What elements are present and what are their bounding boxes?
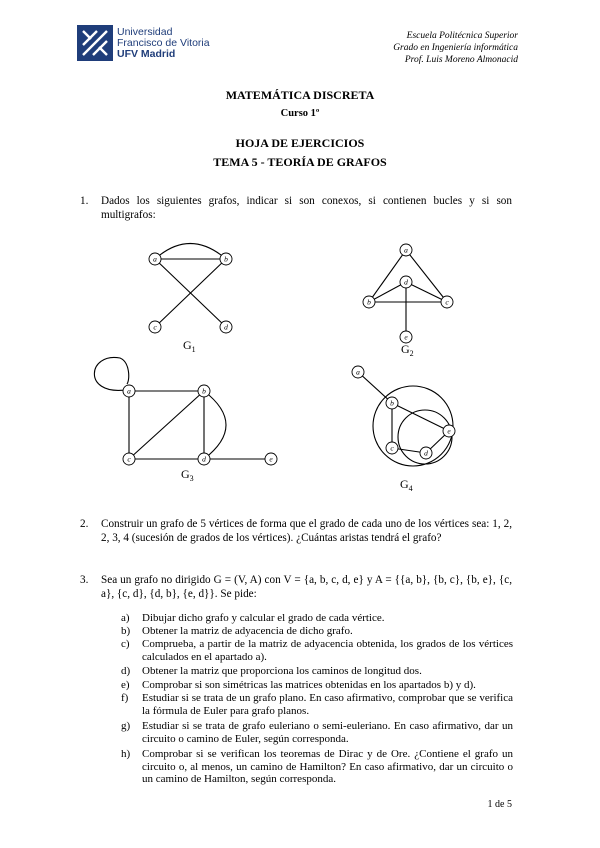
g4-vertex-c	[386, 442, 398, 454]
svg-text:b: b	[367, 297, 371, 307]
sub-item-f	[121, 692, 513, 717]
g2-vertex-b	[363, 296, 375, 308]
course-title: Curso 1º	[280, 108, 320, 119]
g1-vertex-d	[220, 321, 232, 333]
university-name	[117, 27, 210, 60]
exercise-number: 1.	[80, 195, 89, 207]
graph-g3	[94, 357, 271, 459]
sub-item-label: b)	[121, 625, 131, 637]
graph-g1	[155, 244, 226, 328]
sub-item-text: Comprobar si se verifican los teoremas de Dirac y de Ore. ¿Contiene el grafo un circuito o, al menos, un camino de Hamilton? En caso afirmativo, dar un circuito o un camino de Hamilton, según corresponda.	[142, 748, 513, 786]
g1-vertex-c	[149, 321, 161, 333]
g1-label: $G_1$	[183, 338, 196, 354]
university-line: UFV Madrid	[117, 48, 176, 60]
sub-item-d	[121, 665, 513, 678]
sub-item-label: d)	[121, 665, 131, 677]
topic-title: TEMA 5 - TEORÍA DE GRAFOS	[213, 155, 387, 169]
g3-label: $G_3$	[181, 467, 194, 483]
svg-text:d: d	[202, 454, 206, 464]
g3-vertex-e	[265, 453, 277, 465]
sub-item-label: a)	[121, 612, 130, 624]
svg-text:d: d	[404, 277, 408, 287]
g3-vertex-c	[123, 453, 135, 465]
exercise-2	[80, 518, 512, 545]
university-logo	[77, 25, 227, 65]
subject-title: MATEMÁTICA DISCRETA	[225, 88, 375, 102]
sub-item-c	[121, 638, 513, 663]
sub-item-h	[121, 748, 513, 786]
g2-vertex-d	[400, 276, 412, 288]
g2-label: $G_2$	[401, 342, 414, 358]
sub-item-e	[121, 679, 513, 692]
exercise-number: 3.	[80, 574, 89, 586]
g3-vertex-d	[198, 453, 210, 465]
g4-vertex-d	[420, 447, 432, 459]
exercise-1	[80, 195, 512, 222]
g1-vertex-b	[220, 253, 232, 265]
sub-item-text: Dibujar dicho grafo y calcular el grado de cada vértice.	[142, 612, 385, 624]
exercise-text: Dados los siguientes grafos, indicar si son conexos, si contienen bucles y si son multigrafos:	[101, 195, 512, 221]
svg-text:a: a	[356, 367, 360, 377]
g2-vertex-a	[400, 244, 412, 256]
university-line: Universidad	[117, 26, 173, 38]
sub-item-label: c)	[121, 638, 130, 650]
svg-text:e: e	[404, 332, 408, 342]
graph-g4	[358, 372, 453, 466]
g4-vertex-e	[443, 425, 455, 437]
g4-vertex-a	[352, 366, 364, 378]
graphs-figure	[0, 228, 600, 498]
graph-g2	[369, 250, 447, 337]
sub-item-a	[121, 612, 513, 625]
school-line: Escuela Politécnica Superior	[406, 31, 518, 41]
g2-vertex-c	[441, 296, 453, 308]
school-line: Prof. Luis Moreno Almonacid	[404, 55, 518, 65]
exercise-text: Construir un grafo de 5 vértices de forma que el grado de cada uno de los vértices sea: 1, 2, 2, 3, 4 (sucesión de grados de los vértices). ¿Cuántas aristas tendrá el grafo?	[101, 518, 512, 544]
sub-item-text: Estudiar si se trata de un grafo plano. En caso afirmativo, comprobar que se verifica la fórmula de Euler para grafo planos.	[142, 692, 513, 717]
sub-item-text: Comprobar si son simétricas las matrices obtenidas en los apartados b) y d).	[142, 679, 476, 691]
svg-text:b: b	[202, 386, 206, 396]
sub-item-b	[121, 625, 513, 638]
exercise-3	[80, 574, 512, 601]
university-line: Francisco de Vitoria	[117, 37, 210, 49]
svg-text:c: c	[127, 454, 131, 464]
sub-item-g	[121, 720, 513, 745]
sub-item-text: Comprueba, a partir de la matriz de adyacencia obtenida, los grados de los vértices calculados en el apartado a).	[142, 638, 513, 663]
svg-text:a: a	[127, 386, 131, 396]
exercise-text: Sea un grafo no dirigido G = (V, A) con V = {a, b, c, d, e} y A = {{a, b}, {b, c}, {b, e}, {c, a}, {c, d}, {d, b}, {e, d}}. Se pide:	[101, 574, 512, 600]
school-info	[393, 30, 518, 66]
sub-item-text: Obtener la matriz que proporciona los caminos de longitud dos.	[142, 665, 422, 677]
school-line: Grado en Ingeniería informática	[393, 43, 518, 53]
g4-label: $G_4$	[400, 477, 413, 493]
sheet-title: HOJA DE EJERCICIOS	[235, 136, 365, 150]
sub-item-text: Obtener la matriz de adyacencia de dicho grafo.	[142, 625, 353, 637]
svg-text:b: b	[224, 254, 228, 264]
svg-text:a: a	[404, 245, 408, 255]
svg-text:d: d	[224, 322, 228, 332]
svg-text:c: c	[153, 322, 157, 332]
svg-text:d: d	[424, 448, 428, 458]
ufv-logo-icon	[77, 25, 113, 61]
exercise-number: 2.	[80, 518, 89, 530]
sub-item-label: f)	[121, 692, 129, 704]
page-number: 1 de 5	[487, 799, 512, 810]
sub-item-text: Estudiar si se trata de grafo euleriano o semi-euleriano. En caso afirmativo, dar un circuito o camino de Euler, según corresponda.	[142, 720, 513, 745]
svg-text:b: b	[390, 398, 394, 408]
svg-text:e: e	[447, 426, 451, 436]
g3-vertex-b	[198, 385, 210, 397]
svg-text:e: e	[269, 454, 273, 464]
svg-text:c: c	[445, 297, 449, 307]
svg-text:c: c	[390, 443, 394, 453]
g1-vertex-a	[149, 253, 161, 265]
g3-vertex-a	[123, 385, 135, 397]
sub-item-label: g)	[121, 720, 131, 732]
g4-vertex-b	[386, 397, 398, 409]
sub-item-label: e)	[121, 679, 130, 691]
sub-item-label: h)	[121, 748, 131, 760]
svg-text:a: a	[153, 254, 157, 264]
